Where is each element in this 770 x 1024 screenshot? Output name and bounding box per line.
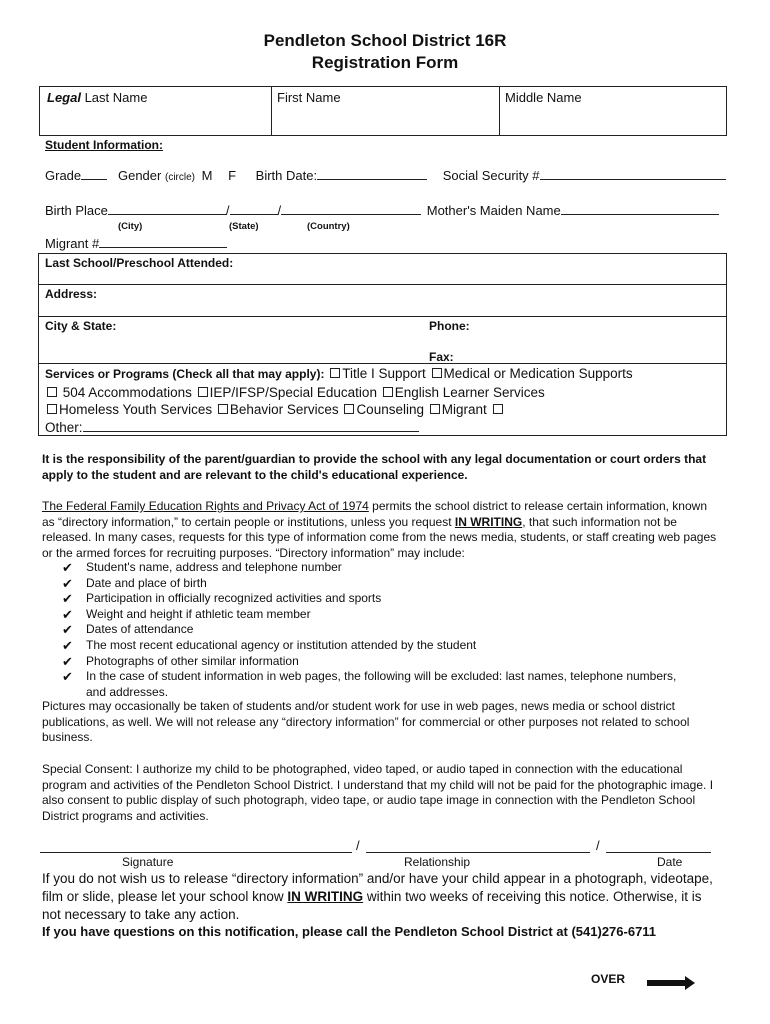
services-line-3	[45, 401, 725, 419]
migrant-row	[45, 236, 227, 251]
list-item	[62, 576, 702, 592]
over-label: OVER	[591, 972, 626, 986]
ferpa-in-writing: IN WRITING	[454, 514, 523, 529]
list-item	[62, 622, 702, 638]
list-item	[62, 560, 702, 576]
ferpa-text-2: , that such information not be released. In many cases, requests for this type of information come from the news media, students, or staff creating web pages or the armed forces for recruiting purposes. “Directory information” may include:	[42, 514, 717, 560]
school-info-table	[38, 253, 727, 436]
consent-paragraph: Special Consent: I authorize my child to be photographed, video taped, or audio taped in connection with the educational program and activities of the Pendleton School District. I understand that my child will not be paid for the photographic image. I also consent to public display of such photograph, video tape, or audio tape image in connection with the Pendleton School District programs and activities.	[42, 762, 714, 823]
last-name-field[interactable]	[47, 90, 147, 105]
middle-name-field[interactable]: Middle Name	[505, 90, 582, 105]
ell-label: English Learner Services	[394, 384, 545, 400]
phone-field[interactable]: Phone:	[429, 319, 470, 333]
fax-field[interactable]: Fax:	[429, 350, 454, 364]
country-caption: (Country)	[307, 221, 350, 232]
birth-date-field[interactable]	[317, 179, 427, 180]
gender-m[interactable]: M	[201, 168, 213, 183]
medical-checkbox[interactable]	[432, 368, 442, 378]
behavior-checkbox[interactable]	[218, 404, 228, 414]
pictures-paragraph: Pictures may occasionally be taken of students and/or student work for use in web pages, news media or school district publications, as well. We will not release any “directory information” for commercial or other purposes not related to school business.	[42, 699, 690, 745]
questions-line: If you have questions on this notification, please call the Pendleton School District at (541)276-6711	[42, 924, 657, 939]
last-school-field[interactable]: Last School/Preschool Attended:	[45, 256, 234, 270]
arrow-right-icon	[647, 976, 695, 995]
list-item	[62, 654, 702, 670]
counseling-checkbox[interactable]	[344, 404, 354, 414]
first-name-field[interactable]: First Name	[277, 90, 341, 105]
list-item-text: Weight and height if athletic team member	[86, 606, 311, 621]
grade-field[interactable]	[81, 179, 107, 180]
legal-label: Legal	[47, 90, 81, 105]
gender-f[interactable]: F	[228, 168, 237, 183]
signature-slash: /	[356, 838, 360, 853]
page-subtitle: Registration Form	[311, 53, 459, 72]
grade-label: Grade	[45, 168, 82, 183]
grade-row	[45, 168, 726, 183]
birth-city-field[interactable]	[108, 214, 226, 215]
services-line-1	[45, 365, 725, 384]
list-item	[62, 669, 702, 700]
name-box	[39, 86, 727, 136]
list-item-text: Participation in officially recognized activities and sports	[86, 591, 382, 606]
504-checkbox[interactable]	[47, 387, 57, 397]
birth-place-row	[45, 203, 719, 218]
maiden-name-field[interactable]	[561, 214, 719, 215]
iep-checkbox[interactable]	[198, 387, 208, 397]
relationship-slash: /	[596, 838, 600, 853]
list-item-text: Date and place of birth	[86, 575, 207, 590]
ssn-label: Social Security #	[442, 168, 540, 183]
medical-label: Medical or Medication Supports	[443, 366, 633, 381]
slash: /	[225, 203, 230, 218]
services-section	[45, 365, 725, 436]
list-item	[62, 591, 702, 607]
migrant-checkbox[interactable]	[430, 404, 440, 414]
check-icon: ✔	[62, 653, 73, 669]
list-item	[62, 607, 702, 623]
responsibility-statement: It is the responsibility of the parent/guardian to provide the school with any legal documentation or court orders that apply to the student and are relevant to the child's educational experience.	[42, 452, 707, 482]
ell-checkbox[interactable]	[383, 387, 393, 397]
ferpa-paragraph	[42, 499, 722, 561]
notice-text-1: If you do not wish us to release “directory information” and/or have your child appear in a photograph, videotape, film or slide, please let your school know	[42, 871, 713, 904]
last-name-label: Last Name	[80, 90, 148, 105]
list-item-text: In the case of student information in web pages, the following will be excluded: last names, telephone numbers, and addresses.	[86, 669, 677, 699]
ssn-field[interactable]	[540, 179, 726, 180]
city-caption: (City)	[118, 221, 143, 232]
birth-state-field[interactable]	[230, 214, 278, 215]
circle-label: (circle)	[164, 172, 195, 183]
services-line-2	[45, 384, 725, 402]
homeless-label: Homeless Youth Services	[59, 402, 213, 417]
gender-label: Gender	[117, 168, 162, 183]
notice-paragraph	[42, 870, 722, 924]
check-icon: ✔	[62, 606, 73, 622]
signature-caption: Signature	[122, 855, 174, 869]
notice-text-2: within two weeks of receiving this notice. Otherwise, it is not necessary to take any action.	[42, 889, 702, 922]
list-item-text: Dates of attendance	[86, 622, 194, 637]
list-item-text: Student's name, address and telephone number	[86, 560, 342, 574]
birth-country-field[interactable]	[281, 214, 421, 215]
services-heading: Services or Programs (Check all that may apply):	[45, 367, 325, 381]
services-line-4	[45, 419, 725, 437]
city-state-field[interactable]: City & State:	[45, 319, 117, 333]
date-caption: Date	[657, 855, 683, 869]
counseling-label: Counseling	[356, 402, 424, 417]
other-field[interactable]	[83, 431, 419, 432]
other-label: Other:	[45, 419, 83, 435]
title1-label: Title I Support	[342, 366, 426, 381]
directory-list	[62, 560, 702, 700]
signature-line[interactable]	[40, 852, 352, 853]
extra-checkbox[interactable]	[493, 404, 503, 414]
maiden-name-label: Mother's Maiden Name	[426, 203, 561, 218]
state-caption: (State)	[229, 221, 259, 232]
birth-date-label: Birth Date:	[255, 168, 318, 183]
check-icon: ✔	[62, 591, 73, 607]
relationship-caption: Relationship	[404, 855, 471, 869]
relationship-line[interactable]	[366, 852, 590, 853]
slash: /	[277, 203, 282, 218]
list-item-text: Photographs of other similar information	[86, 653, 299, 668]
check-icon: ✔	[62, 637, 73, 653]
migrant-label: Migrant #	[45, 236, 100, 251]
address-field[interactable]: Address:	[45, 287, 98, 301]
birth-place-label: Birth Place	[45, 203, 108, 218]
check-icon: ✔	[62, 575, 73, 591]
check-icon: ✔	[62, 669, 73, 685]
ferpa-text-1: permits the school district to release certain information, known as “directory information,” to certain people or institutions, unless you request	[42, 499, 707, 529]
date-line[interactable]	[606, 852, 711, 853]
504-label: 504 Accommodations	[62, 384, 192, 400]
check-icon: ✔	[62, 560, 73, 575]
ferpa-act-name: The Federal Family Education Rights and Privacy Act of 1974	[42, 499, 369, 513]
behavior-label: Behavior Services	[229, 402, 339, 417]
notice-in-writing: IN WRITING	[287, 889, 364, 904]
iep-label: IEP/IFSP/Special Education	[209, 384, 377, 400]
student-info-heading: Student Information:	[45, 138, 163, 152]
list-item	[62, 638, 702, 654]
check-icon: ✔	[62, 622, 73, 638]
list-item-text: The most recent educational agency or institution attended by the student	[86, 637, 477, 652]
migrant-field[interactable]	[99, 247, 227, 248]
homeless-checkbox[interactable]	[47, 404, 57, 414]
title1-checkbox[interactable]	[330, 368, 340, 378]
migrant-service-label: Migrant	[441, 402, 487, 417]
page-title: Pendleton School District 16R	[263, 31, 507, 50]
